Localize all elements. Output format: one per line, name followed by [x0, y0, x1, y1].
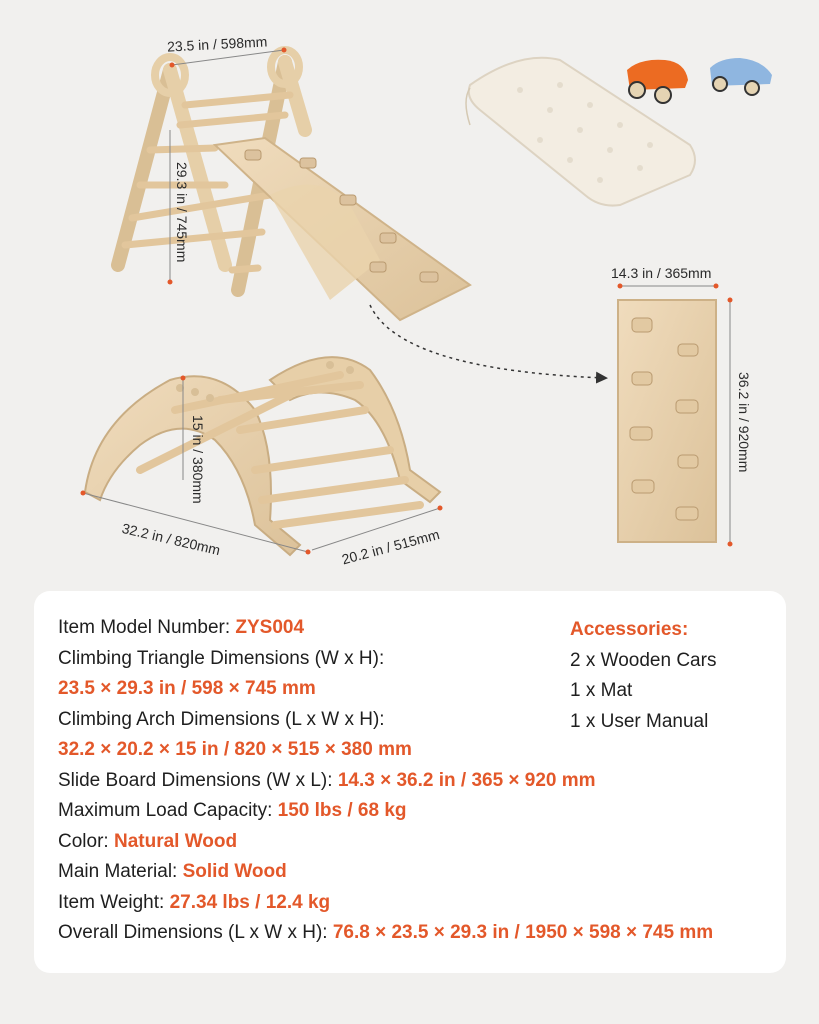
wooden-car-blue-image	[710, 58, 772, 95]
spec-value: Natural Wood	[113, 830, 238, 852]
arch-length-label: 32.2 in / 820mm	[120, 520, 222, 559]
spec-line-triangle-value	[58, 674, 316, 705]
slide-width-label: 14.3 in / 365mm	[611, 265, 712, 281]
spec-label: Item Weight:	[58, 891, 170, 913]
spec-value: ZYS004	[235, 617, 305, 638]
accessory-item: 1 x User Manual	[570, 710, 709, 732]
climbing-triangle-image	[118, 48, 470, 321]
accessory-item: 2 x Wooden Cars	[570, 649, 717, 671]
spec-line-slide	[58, 766, 596, 797]
spec-value: 76.8 × 23.5 × 29.3 in / 1950 × 598 × 745 mm	[332, 922, 714, 943]
spec-line-arch-label	[58, 705, 385, 736]
spec-label: Maximum Load Capacity:	[58, 800, 278, 821]
arch-width-label: 20.2 in / 515mm	[340, 526, 442, 568]
spec-line-load	[58, 796, 407, 827]
triangle-width-label: 23.5 in / 598mm	[166, 33, 268, 55]
spec-line-arch-value	[58, 735, 412, 766]
spec-line-model	[58, 613, 304, 644]
spec-line-color	[58, 827, 237, 858]
accessory-item: 1 x Mat	[570, 680, 633, 701]
spec-line-material	[58, 857, 287, 888]
spec-value: 150 lbs / 68 kg	[277, 800, 407, 821]
spec-value: 23.5 × 29.3 in / 598 × 745 mm	[58, 678, 316, 699]
triangle-height-label: 29.3 in / 745mm	[174, 162, 190, 263]
spec-value: 32.2 × 20.2 × 15 in / 820 × 515 × 380 mm	[58, 739, 412, 760]
spec-line-triangle-label	[58, 644, 384, 675]
slide-length-label: 36.2 in / 920mm	[736, 372, 752, 473]
arch-height-label: 15 in / 380mm	[190, 415, 206, 504]
accessories-title: Accessories:	[570, 619, 689, 640]
spec-value: 14.3 × 36.2 in / 365 × 920 mm	[337, 769, 596, 791]
slide-board-image	[618, 284, 733, 547]
spec-label: Slide Board Dimensions (W x L):	[58, 769, 338, 791]
spec-label: Overall Dimensions (L x W x H):	[58, 922, 333, 943]
wooden-car-orange-image	[627, 60, 688, 103]
spec-label: Climbing Arch Dimensions (L x W x H):	[58, 708, 385, 730]
spec-label: Item Model Number:	[58, 617, 236, 638]
spec-value: 27.34 lbs / 12.4 kg	[169, 891, 331, 913]
spec-label: Main Material:	[58, 861, 183, 882]
spec-line-overall	[58, 918, 713, 949]
spec-line-weight	[58, 888, 330, 919]
spec-label: Color:	[58, 830, 114, 852]
specs-card	[34, 591, 786, 973]
spec-label: Climbing Triangle Dimensions (W x H):	[58, 647, 385, 669]
spec-value: Solid Wood	[182, 861, 287, 882]
